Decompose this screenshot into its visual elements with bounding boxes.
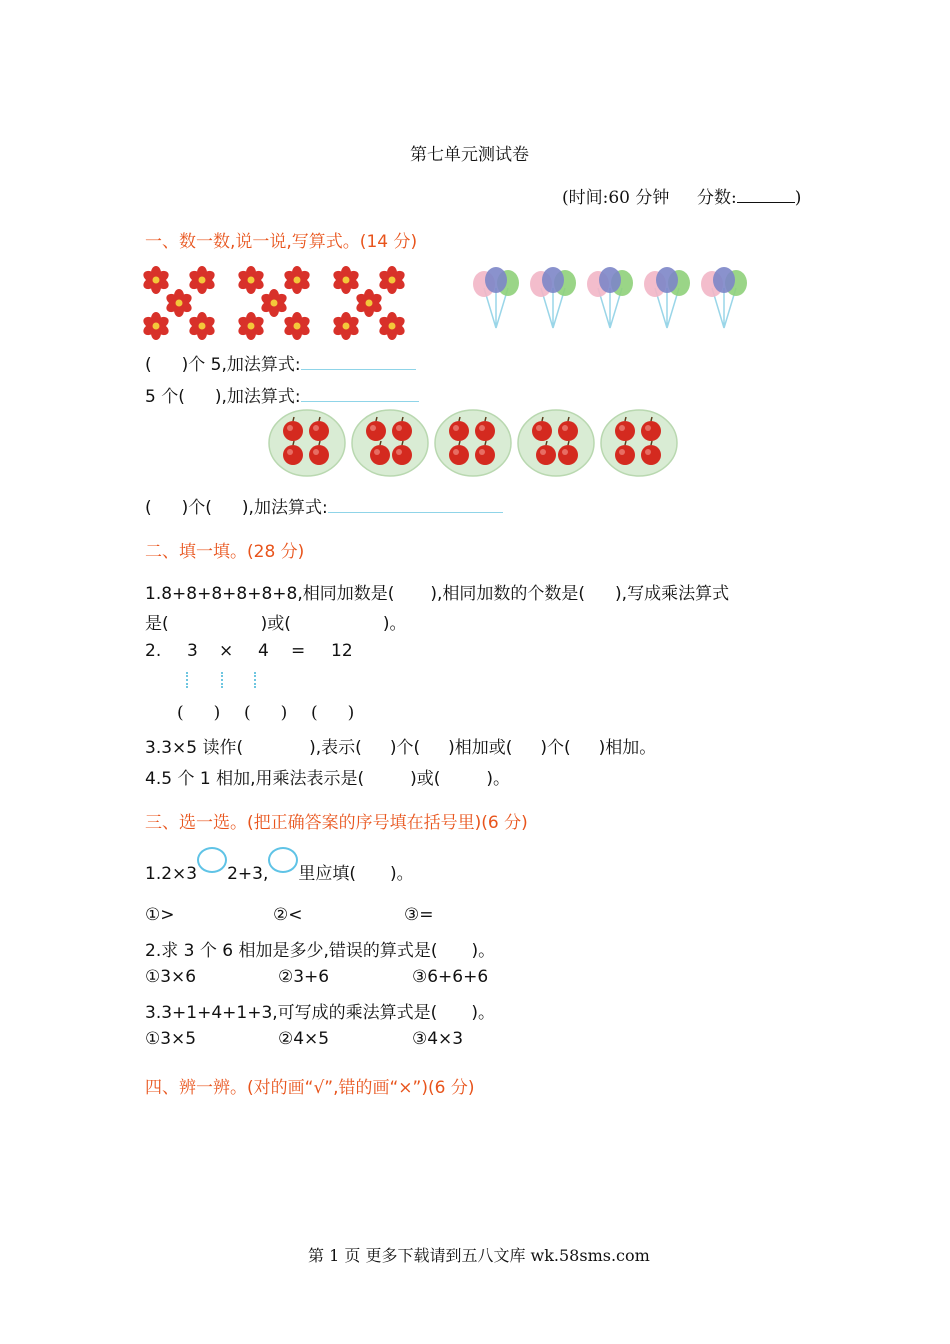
flower-icon (377, 266, 406, 294)
q2-blank-1[interactable]: ( ) (177, 703, 221, 723)
flower-group (236, 266, 311, 340)
flower-groups (140, 264, 410, 344)
balloon-icon (485, 267, 507, 293)
q2-factor-a: 3 (187, 641, 198, 661)
time-label: (时间:60 分钟 (562, 188, 670, 208)
balloon-icon (542, 267, 564, 293)
section-1-heading: 一、数一数,说一说,写算式。(14 分) (145, 232, 418, 252)
answer-line[interactable] (328, 498, 503, 513)
sec3-q3-opt2: ②4×5 (278, 1029, 330, 1049)
flower-icon (331, 266, 360, 294)
apple-plate (518, 410, 594, 476)
q2-blank-3[interactable]: ( ) (311, 703, 355, 723)
flower-icon (259, 289, 288, 317)
section-4-heading: 四、辨一辨。(对的画“√”,错的画“×”)(6 分) (145, 1078, 475, 1098)
balloon-bunch (701, 267, 747, 328)
sec3-q2: 2.求 3 个 6 相加是多少,错误的算式是( )。 (145, 941, 496, 961)
apple-plates (268, 407, 688, 479)
balloon-icon (599, 267, 621, 293)
sec1-line1: ( )个 5,加法算式: (145, 350, 416, 375)
flower-icon (236, 266, 265, 294)
dotted-connector (254, 672, 256, 688)
flower-icon (377, 312, 406, 340)
q2-product: 12 (331, 641, 353, 661)
sec3-q2-opt1: ①3×6 (145, 967, 197, 987)
sec3-q1-opt2: ②< (273, 905, 303, 925)
apple-plate (435, 410, 511, 476)
sec2-q3: 3.3×5 读作( ),表示( )个( )相加或( )个( )相加。 (145, 738, 657, 758)
sec3-q1-opt1: ①> (145, 905, 175, 925)
q2-factor-b: 4 (258, 641, 269, 661)
compare-circle[interactable] (268, 847, 298, 873)
balloon-bunch (644, 267, 690, 328)
flower-icon (282, 312, 311, 340)
sec2-q4: 4.5 个 1 相加,用乘法表示是( )或( )。 (145, 769, 511, 789)
balloon-icon (656, 267, 678, 293)
sec3-q3: 3.3+1+4+1+3,可写成的乘法算式是( )。 (145, 1003, 495, 1023)
page-title: 第七单元测试卷 (410, 145, 529, 165)
q2-blank-2[interactable]: ( ) (244, 703, 288, 723)
flower-icon (236, 312, 265, 340)
dotted-connector (221, 672, 223, 688)
balloon-bunch (473, 267, 519, 328)
sec1-line3: ( )个( ),加法算式: (145, 493, 503, 518)
sec2-q1-line1: 1.8+8+8+8+8+8,相同加数是( ),相同加数的个数是( ),写成乘法算式 (145, 584, 730, 604)
flower-icon (141, 266, 170, 294)
sec1-line2: 5 个( ),加法算式: (145, 382, 419, 407)
answer-line[interactable] (301, 387, 419, 402)
section-2-heading: 二、填一填。(28 分) (145, 542, 305, 562)
q2-times: × (219, 641, 234, 661)
q2-equals: = (291, 641, 306, 661)
dotted-connector (186, 672, 188, 688)
sec3-q3-opt1: ①3×5 (145, 1029, 197, 1049)
flower-icon (141, 312, 170, 340)
sec2-q2-num: 2. (145, 641, 162, 661)
compare-circle[interactable] (197, 847, 227, 873)
balloon-bunch (530, 267, 576, 328)
flower-icon (187, 312, 216, 340)
sec3-q1-opt3: ③= (404, 905, 434, 925)
balloon-bunch (587, 267, 633, 328)
page-footer: 第 1 页 更多下载请到五八文库 wk.58sms.com (308, 1246, 650, 1265)
balloon-icon (713, 267, 735, 293)
flower-icon (282, 266, 311, 294)
apple-plate (269, 410, 345, 476)
score-label: 分数: ) (697, 188, 802, 208)
flower-icon (164, 289, 193, 317)
sec3-q1: 1.2×3 2+3, 里应填( )。 (145, 855, 414, 884)
answer-line[interactable] (301, 355, 416, 370)
flower-group (331, 266, 406, 340)
flower-group (141, 266, 216, 340)
apple-plate (352, 410, 428, 476)
balloon-groups (470, 266, 760, 336)
flower-icon (331, 312, 360, 340)
apple-plate (601, 410, 677, 476)
sec2-q1-line2: 是( )或( )。 (145, 614, 407, 634)
sec3-q2-opt2: ②3+6 (278, 967, 330, 987)
sec3-q3-opt3: ③4×3 (412, 1029, 464, 1049)
section-3-heading: 三、选一选。(把正确答案的序号填在括号里)(6 分) (145, 813, 528, 833)
sec3-q2-opt3: ③6+6+6 (412, 967, 489, 987)
flower-icon (354, 289, 383, 317)
flower-icon (187, 266, 216, 294)
